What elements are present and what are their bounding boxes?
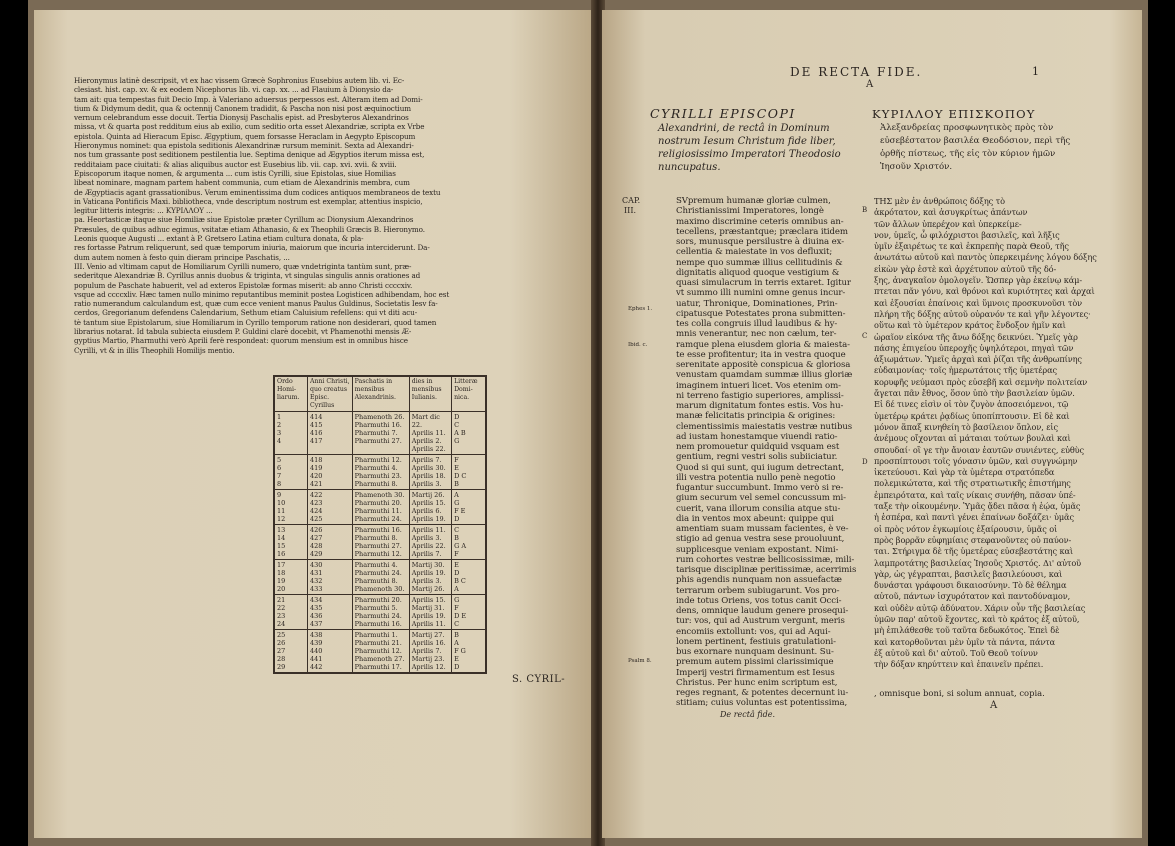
text-line: ΤΗΣ μὲν ἐν ἀνθρώποις δόξης τὸ (874, 196, 1005, 206)
table-cell: 422 423 424 425 (307, 490, 352, 525)
table-cell: E D B C A (452, 560, 486, 595)
easter-table (273, 375, 487, 674)
text-line: dia in ventos mox abeunt: quippe qui (676, 513, 834, 524)
text-line: serenitate appositè conspicua & gloriosa (676, 360, 851, 370)
text-line: κορυφῆς νεύμασι πρὸς εὐσεβῆ καὶ σεμνὴν πολιτείαν (874, 376, 1088, 387)
text-line: τὴν δόξαν κηρύττειν καὶ ἐπαινεῖν πρέπει. (874, 659, 1044, 670)
greek-end-line: , omnisque boni, si solum annuat, copia. (874, 688, 1045, 698)
margin-note-1: Ephes 1. (628, 306, 653, 312)
table-cell: Martij 27. Aprilis 16. Aprilis 7. Martij 23. Aprilis 12. (409, 630, 451, 674)
table-cell: C B G A F (452, 525, 486, 560)
text-line: supplicesque veniam expostant. Nimi- (676, 544, 839, 555)
text-line: stigio ad genua vestra sese prouoluunt, (676, 534, 845, 545)
text-line: sors, munusque persilustre à diuina ex- (676, 237, 845, 247)
text-line: tur: vos, qui ad Austrum vergunt, meris (676, 616, 845, 627)
text-line: gium securum vel semel concussum mi- (676, 493, 846, 504)
table-cell: Pharmuthi 12. Pharmuthi 4. Pharmuthi 23. Pharmuthi 8. (352, 455, 409, 490)
text-line: dignitatis aliquod quoque vestigium & (676, 267, 840, 278)
greek-title-line: εὐσεβέστατον βασιλέα Θεοδόσιον, περὶ τῆς (880, 136, 1071, 146)
text-line: καὶ οὐδὲν αὐτῷ ἀδύνατον. Χάριν οὖν τῆς βασιλείας (874, 602, 1086, 613)
margin-letter-d: D (862, 458, 868, 466)
greek-title-line: Ἰησοῦν Χριστόν. (880, 162, 953, 172)
table-cell: 13 14 15 16 (274, 525, 307, 560)
table-cell: Pharmuthi 20. Pharmuthi 5. Pharmuthi 24. Pharmuthi 16. (352, 595, 409, 630)
table-cell: Martij 30. Aprilis 19. Aprilis 3. Martij 26. (409, 560, 451, 595)
text-line: ni terreno fastigio superiores, amplissi- (676, 390, 844, 401)
text-line: librarius notarat. Id tabula subiecta eiusdem P. Guldini clarè docebit, vt Phamenothi mensis Æ- (74, 327, 412, 337)
table-cell: 17 18 19 20 (274, 560, 307, 595)
table-cell: 438 439 440 441 442 (307, 630, 352, 674)
greek-title (872, 106, 1102, 174)
text-line: Leonis quoque Augusti ... extant à P. Gretsero Latina etiam cultura donata, & pla- (74, 234, 364, 244)
latin-catchword: De rectâ fide. (720, 710, 775, 719)
table-cell: Aprilis 7. Aprilis 30. Aprilis 18. Aprilis 3. (409, 455, 451, 490)
text-line: ταξε τὴν οἰκουμένην. Ὑμᾶς ᾄδει πᾶσα ἡ ἑῴα, ὑμᾶς (874, 501, 1081, 512)
text-line: πλήρη τῆς δόξης αὐτοῦ οὐρανόν τε καὶ γῆν λέγοντες· (874, 308, 1091, 319)
text-line: ται. Στήριγμα δὲ τῆς ὑμετέρας εὐσεβεστάτης καὶ (874, 546, 1074, 557)
text-line: vsque ad ccccxliv. Hæc tamen nullo minimo reputantibus meminit postea Logisticen adhibendam, hoc est (74, 289, 450, 299)
text-line: cipatusque Potestates prona submitten- (676, 308, 846, 319)
text-line: ἀκρότατον, καὶ ἀσυγκρίτως ἁπάντων (874, 207, 1028, 218)
text-line: Imperij vestri firmamentum est Iesus (676, 667, 835, 678)
text-line: Εἰ δέ τινες εἰσὶν οἱ τὸν ζυγὸν ἀποσειόμενοι, τῷ (874, 399, 1069, 410)
text-line: tarisque disciplinæ peritissimæ, acerrimis (676, 565, 857, 575)
margin-letter-c: C (862, 332, 868, 340)
left-page (34, 10, 594, 838)
table-cell: Pharmuthi 4. Pharmuthi 24. Pharmuthi 8. Phamenoth 30. (352, 560, 409, 595)
text-line: Præsules, de quibus adhuc egimus, vsitatæ etiam Athanasio, & ex Theophili Græcis B. Hieronymo. (74, 224, 425, 234)
table-cell: 426 427 428 429 (307, 525, 352, 560)
text-line: nos tum grassante post seditionem pestilentia lue. Septima denique ad Ægyptios iterum missa est, (74, 150, 425, 160)
signature-bottom: A (990, 700, 998, 711)
text-line: ἱκετεύουσι. Καὶ γὰρ τὰ ὑμέτερα στρατόπεδα (874, 467, 1055, 478)
table-row (274, 560, 486, 595)
table-cell: Aprilis 15. Martij 31. Aprilis 19. Aprilis 11. (409, 595, 451, 630)
text-line: de Ægyptiacis agant grassationibus. Verum eminentissima dum codices antiquos membraneos de textu (74, 187, 441, 197)
text-line: καὶ ἐξουσίαι ἐπαίνοις καὶ ὕμνοις προσκυνοῦσι τὸν (874, 297, 1083, 308)
text-line: ἀνωτάτω αὐτοῦ καὶ παντὸς ὑπερκειμένης λόγου δόξης (874, 252, 1097, 263)
table-cell: F E D C B (452, 455, 486, 490)
text-line: illi vestra potentia nullo penè negotio (676, 472, 836, 483)
text-line: clesiast. hist. cap. xv. & ex eodem Nicephorus lib. vi. cap. xx. ... ad Flauium à Dionysio da- (74, 85, 394, 95)
text-line: bus exornare nunquam desinunt. Su- (676, 647, 834, 657)
text-line: tes colla congruis illud laudibus & hy- (676, 319, 838, 329)
table-cell: 21 22 23 24 (274, 595, 307, 630)
table-header-cell: Litteræ Domi-nica. (452, 376, 486, 412)
text-line: ἀξιωμάτων. Ὑμεῖς ἀρχαὶ καὶ ῥίζαι τῆς ἀνθρωπίνης (874, 354, 1082, 365)
text-line: in Vaticana Pontificis Maxi. bibliotheca, vnde descriptum nostrum est exemplar, attentius inspicio, (74, 196, 423, 206)
margin-letter-b: B (862, 206, 868, 214)
text-line: ὑμετέρῳ κράτει ῥᾳδίως ὑποπίπτουσιν. Εἰ δὲ καὶ (874, 410, 1070, 421)
latin-title (650, 106, 862, 174)
text-line: ramque plena eiusdem gloria & maiesta- (676, 339, 850, 350)
text-line: epistola. Quinta ad Hieracum Episc. Ægyptium, quem forsasse Heraclam in Aegypto Episcopum (74, 131, 416, 141)
text-line: ὑμῶν παρ' αὐτοῦ ἔχοντες, καὶ τὸ κράτος ἐξ αὐτοῦ, (874, 613, 1080, 624)
text-line: uatur, Thronique, Dominationes, Prin- (676, 298, 838, 309)
text-line: fugantur succumbunt. Immo verò si re- (676, 483, 844, 493)
text-line: SVpremum humanæ gloriæ culmen, (676, 196, 831, 206)
text-line: γὰρ, ὡς γέγραπται, βασιλεῖς βασιλεύουσι, καὶ (874, 568, 1063, 579)
text-line: οἱ πρὸς νότον ἐγκωμίοις ἐξαίρουσιν, ὑμᾶς οἱ (874, 523, 1058, 534)
table-cell: Phamenoth 26. Pharmuthi 16. Pharmuthi 7. Pharmuthi 27. (352, 412, 409, 455)
text-line: cuerit, vana illorum consilia atque stu- (676, 503, 841, 514)
text-line: tè tantum siue Epistolarum, siue Homiliarum in Cyrillo temporum ratione non desiderari, quod tamen (74, 317, 437, 327)
text-line: cerdos, Gregorianum defendens Calendarium, Sethum etiam Caluisium refellens: qui vt diti acu- (74, 308, 418, 318)
table-header-cell: Paschatis in mensibus Alexandrinis. (352, 376, 409, 412)
text-line: terrarum orbem subiugarunt. Vos pro- (676, 585, 840, 596)
text-line: προσπίπτουσι τοῖς γόνασιν ὑμῶν, καὶ συγγνώμην (874, 455, 1078, 466)
text-line: imaginem intueri licet. Vos etenim om- (676, 380, 841, 391)
text-line: λαμπροτάτης βασιλείας Ἰησοῦς Χριστός. Δι' αὐτοῦ (874, 557, 1082, 568)
text-line: τῶν ἄλλων ὑπερέχον καὶ ὑπερκείμε- (874, 218, 1022, 229)
text-line: gyptius Martio, Pharmuthi verò Aprili ferè respondeat: quorum mensium est in omnibus hisce (74, 336, 408, 346)
text-line: ὑμῖν ἐξαιρέτως τε καὶ ἐκπρεπὴς παρὰ Θεοῦ, τῆς (874, 241, 1069, 252)
table-row (274, 455, 486, 490)
text-line: πάσης ἐπιγείου ὑπεροχῆς ὑψηλότεροι, πηγαὶ τῶν (874, 342, 1074, 353)
latin-title-line: religiosissimo Imperatori Theodosio (658, 149, 841, 160)
left-paragraph (74, 76, 574, 355)
table-cell: 1 2 3 4 (274, 412, 307, 455)
running-head: DE RECTA FIDE. (790, 65, 923, 79)
text-line: ratio numerandum calculandum est, quæ cum ecce venient manus Paulus Guldinus, Societatis Iesv fa- (74, 299, 438, 309)
text-line: nempe quo summæ illius cellitudinis & (676, 257, 843, 268)
text-line: vt summo illi numini omne genus incur- (676, 288, 846, 299)
text-line: mnis venerantur, nec non cælum, ter- (676, 329, 837, 340)
text-line: αὐτοῦ, πάντων ἰσχυρότατον καὶ παντοδύναμον, (874, 591, 1071, 602)
text-line: phis agendis nunquam non assuefactæ (676, 575, 842, 586)
text-line: missa, vt & quarta post redditum eius ab exilio, cum seditio orta esset Alexandriæ, scripta ex Vrbe (74, 122, 425, 132)
latin-title-line: Alexandrini, de rectâ in Dominum (658, 123, 830, 134)
table-cell: Mart dic 22. Aprilis 11. Aprilis 2. Aprilis 22. (409, 412, 451, 455)
text-line: res fortasse Patrum reliquerunt, sed quæ temporum iniuria, maiorum que incuria interciderunt. Da- (74, 243, 430, 253)
table-cell: 5 6 7 8 (274, 455, 307, 490)
greek-title-line: ὀρθῆς πίστεως, τῆς εἰς τὸν κύριον ἡμῶν (880, 149, 1056, 159)
table-cell: Martij 26. Aprilis 15. Aprilis 6. Aprilis 19. (409, 490, 451, 525)
greek-title-line: Ἀλεξανδρείας προσφωνητικὸς πρὸς τὸν (880, 123, 1054, 133)
greek-title-heading: ΚΥΡΙΛΛΟΥ ΕΠΙΣΚΟΠΟΥ (872, 107, 1036, 121)
table-header-cell: Anni Christi, quo creatus Episc. Cyrillus (307, 376, 352, 412)
text-line: encomiis extollunt: vos, qui ad Aqui- (676, 626, 831, 637)
text-line: dens, omnique laudum genere prosequi- (676, 606, 849, 616)
text-line: ξης, ἀναγκαῖον ὁμολογεῖν. Ὥσπερ γὰρ ἐκείνῳ κάμ- (874, 275, 1083, 286)
table-cell: 418 419 420 421 (307, 455, 352, 490)
table-cell: Pharmuthi 1. Pharmuthi 21. Pharmuthi 12. Phamenoth 27. Pharmuthi 17. (352, 630, 409, 674)
text-line: σπουδαί· οἳ γε τὴν ἄνοιαν ἑαυτῶν συνιέντες, εὐθὺς (874, 444, 1085, 455)
text-line: ἐμπειρότατα, καὶ ταῖς νίκαις συνήθη, πᾶσαν ὑπέ- (874, 489, 1076, 500)
table-cell: 9 10 11 12 (274, 490, 307, 525)
folio-number: 1 (1032, 65, 1039, 78)
text-line: ἡ ἑσπέρα, καὶ παντὶ γένει ἐπαίνων δοξάζει· ὑμᾶς (874, 512, 1074, 523)
text-line: pa. Heortasticæ itaque siue Homiliæ siue Epistolæ præter Cyrillum ac Dionysium Alexandrinos (74, 215, 414, 225)
latin-title-heading: CYRILLI EPISCOPI (650, 106, 796, 121)
table-cell: A G F E D (452, 490, 486, 525)
text-line: Christus. Per hunc enim scriptum est, (676, 677, 838, 688)
text-line: εἰκὼν γὰρ ἐστὲ καὶ ἀρχέτυπον αὐτοῦ τῆς δό- (874, 263, 1057, 274)
text-line: πτεται πᾶν γόνυ, καὶ θρόνοι καὶ κυριότητες καὶ ἀρχαὶ (874, 286, 1095, 297)
text-line: nem promouetur quidquid vsquam est (676, 442, 840, 452)
text-line: inde totus Oriens, vos totus canit Occi- (676, 595, 842, 606)
text-line: manæ felicitatis principia & origines: (676, 411, 836, 422)
text-line: stitiam; cuius voluntas est potentissima, (676, 698, 848, 709)
text-line: lonem pertinent, festiuis gratulationi- (676, 636, 836, 647)
table-header-cell: Ordo Homi-liarum. (274, 376, 307, 412)
text-line: Christianissimi Imperatores, longè (676, 206, 824, 217)
catchword: S. CYRIL- (512, 674, 566, 685)
text-line: μὴ ἐπιλάθεσθε τοῦ ταῦτα δεδωκότος. Ἐπεὶ δὲ (874, 625, 1060, 636)
text-line: cellentia & maiestate in vos defluxit; (676, 247, 833, 258)
table-cell: 434 435 436 437 (307, 595, 352, 630)
table-row (274, 525, 486, 560)
text-line: πρὸς βορρᾶν εὐφημίαις στεφανοῦντες οὐ παύον- (874, 534, 1072, 545)
text-line: ἄγεται πᾶν ἔθνος, ὅσον ὑπὸ τὴν βασιλείαν ὑμῶν. (874, 388, 1075, 399)
text-line: premum autem pissimi clarissimique (676, 657, 834, 668)
text-line: οὕτω καὶ τὸ ὑμέτερον κράτος ἔνδοξον ἡμῖν καὶ (874, 320, 1066, 331)
table-cell: D C A B G (452, 412, 486, 455)
cap-label: CAP. (622, 196, 641, 205)
text-line: clementissimis maiestatis vestræ nutibus (676, 421, 853, 432)
table-cell: 25 26 27 28 29 (274, 630, 307, 674)
text-line: δυνάσται γράφουσι δικαιοσύνην. Τὸ δὲ θέλημα (874, 580, 1067, 591)
text-line: legitur litteris integris: ... ΚΥΡΙΛΛΟΥ ... (74, 206, 213, 216)
text-line: III. Venio ad vltimam caput de Homiliarum Cyrilli numero, quæ vndetriginta tantùm sunt, præ- (74, 261, 412, 271)
text-line: Hieronymus nominet: qua epistola seditionis Alexandrinæ rursum meminit. Sexta ad Alexandri- (74, 141, 414, 151)
table-cell: 430 431 432 433 (307, 560, 352, 595)
table-cell: Pharmuthi 16. Pharmuthi 8. Pharmuthi 27. Pharmuthi 12. (352, 525, 409, 560)
latin-title-line: nuncupatus. (658, 162, 721, 173)
text-line: reges regnant, & potentes decernunt iu- (676, 688, 849, 698)
table-cell: Phamenoth 30. Pharmuthi 20. Pharmuthi 11. Pharmuthi 24. (352, 490, 409, 525)
text-line: Cyrilli, vt & in illis Theophili Homilijs mentio. (74, 345, 235, 355)
table-cell: 414 415 416 417 (307, 412, 352, 455)
text-line: gentium, regni vestri solis subiiciatur. (676, 452, 838, 463)
text-line: te esse profitentur; ita in vestra quoque (676, 349, 846, 360)
latin-body (676, 196, 864, 709)
table-row (274, 490, 486, 525)
table-row (274, 630, 486, 674)
text-line: ad iustam honestamque viuendi ratio- (676, 431, 838, 442)
text-line: πολεμικώτατα, καὶ τῆς στρατιωτικῆς ἐπιστήμης (874, 478, 1071, 489)
open-book (28, 0, 1148, 846)
table-cell: Aprilis 11. Aprilis 3. Aprilis 22. Aprilis 7. (409, 525, 451, 560)
text-line: tam ait: qua tempestas fuit Decio Imp. à Valeriano aduersus perpessos est. Alteram item ad Domi- (74, 94, 423, 104)
text-line: tecellens, præstantque; præclara itidem (676, 226, 848, 237)
text-line: καὶ κατορθοῦνται μὲν ὑμῖν τὰ πάντα, πάντα (874, 636, 1056, 647)
table-header-cell: dies in mensibus Iulianis. (409, 376, 451, 412)
cap-number: III. (624, 206, 637, 215)
table-cell: G F D E C (452, 595, 486, 630)
text-line: εὐδαιμονίας· τοῖς ἡμερωτάτοις τῆς ὑμετέρας (874, 365, 1058, 376)
text-line: Episcoporum itaque nomen, & argumenta ... cum istis Cyrilli, siue Epistolas, siue Homilias (74, 168, 396, 178)
text-line: vernum celebrandum esse docuit. Tertia Dionysij Paschalis epist. ad Presbyteros Alexandrinos (74, 113, 409, 123)
right-page (602, 10, 1142, 838)
latin-title-line: nostrum Iesum Christum fide liber, (658, 136, 836, 147)
table-row (274, 412, 486, 455)
text-line: maximo discrimine ceteris omnibus an- (676, 216, 844, 227)
text-line: quasi simulacrum in terris extaret. Igitur (676, 278, 851, 288)
signature-top: A (866, 79, 874, 90)
text-line: marum dignitatum fontes estis. Vos hu- (676, 401, 844, 411)
text-line: redditaiam pace ciuitati: & alias aliquibus auctor est Eusebius lib. vii. cap. xvi. xvii. & xviii. (74, 159, 397, 169)
text-line: populum de Paschate habuerit, vel ad exteros Epistolæ formas miserit: ab anno Christi ccccxiv. (74, 280, 413, 290)
text-line: amentiam suam mussam facientes, è ve- (676, 524, 849, 534)
text-line: Hieronymus latinè descripsit, vt ex hac vissem Græcè Sophronius Eusebius autem lib. vi. Ec- (74, 76, 405, 85)
table-row (274, 595, 486, 630)
text-line: venustam quamdam summæ illius gloriæ (676, 370, 853, 381)
text-line: sederitque Alexandriæ B. Cyrillus annis duobus & triginta, vt singulas singulis annis orationes ad (74, 271, 421, 281)
text-line: rum cohortes vestræ bellicosissimæ, mili- (676, 554, 855, 565)
text-line: ἀνέμους οἴχονται αἱ μάταιαι τούτων βουλαὶ καὶ (874, 433, 1071, 444)
text-line: ὡραῖον εἰκόνα τῆς ἄνω δόξης δεικνύει. Ὑμεῖς γὰρ (874, 331, 1078, 342)
text-line: tium & Didymum dedit, qua & octennij Canonem tradidit, & Pascha non nisi post æquinoctium (74, 103, 411, 113)
text-line: dum autem nomen à festo quin dieram principe Paschatis, ... (74, 252, 290, 262)
text-line: Quod si qui sunt, qui iugum detrectant, (676, 462, 844, 473)
text-line: libeat nominare, magnam partem habent communia, cum etiam de Alexandrinis membra, cum (74, 178, 410, 188)
greek-body (874, 196, 1118, 670)
margin-note-3: Psalm 8. (628, 658, 652, 664)
text-line: νον, ὑμεῖς, ὦ φιλόχριστοι βασιλεῖς, καὶ λῆξις (874, 229, 1060, 240)
table-cell: B A F G E D (452, 630, 486, 674)
margin-note-2: Ibid. c. (628, 342, 648, 348)
text-line: ἐξ αὐτοῦ καὶ δι' αὐτοῦ. Τοῦ Θεοῦ τοίνυν (874, 647, 1038, 658)
text-line: μόνον ἅπαξ κινηθείη τὸ βασίλειον ὅπλον, εἰς (874, 421, 1059, 432)
